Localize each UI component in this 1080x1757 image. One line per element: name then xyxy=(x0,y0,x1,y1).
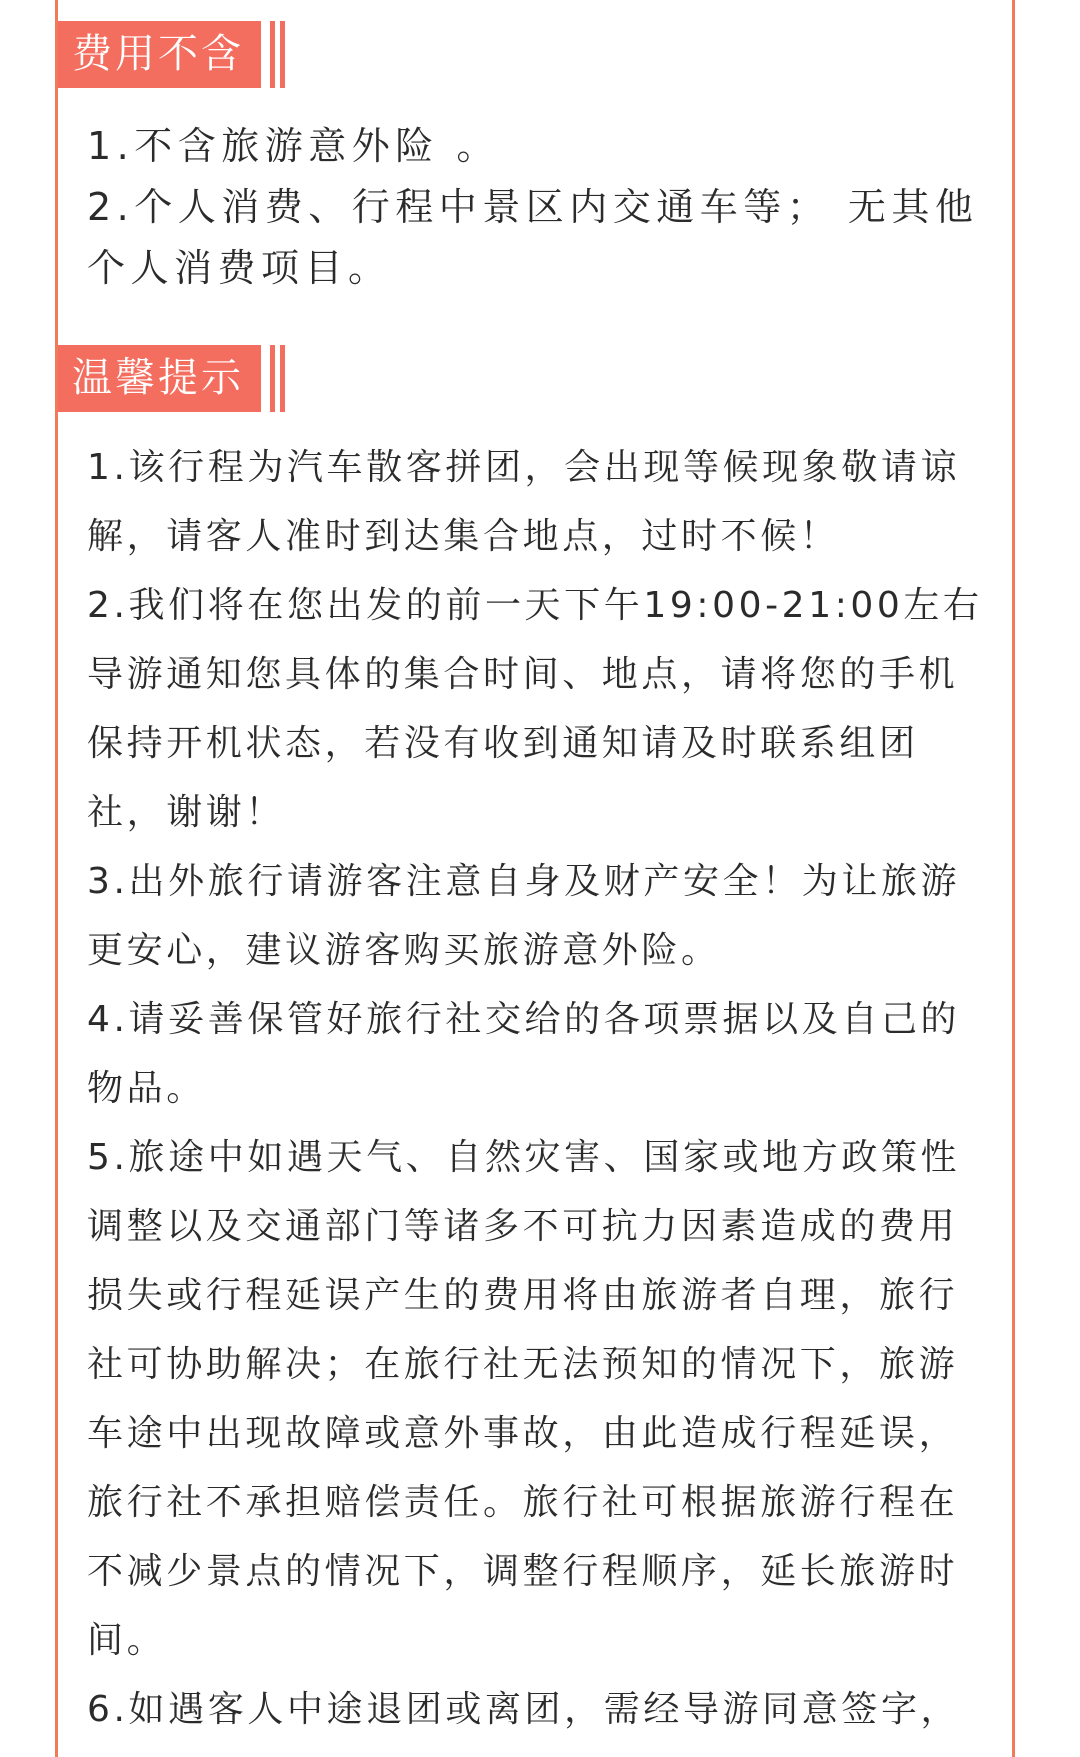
section-title: 费用不含 xyxy=(58,21,261,88)
decorative-bar xyxy=(280,21,285,88)
list-item: 2.我们将在您出发的前一天下午19:00-21:00左右导游通知您具体的集合时间、地点，请将您的手机保持开机状态，若没有收到通知请及时联系组团社，谢谢！ xyxy=(87,585,983,833)
section-heading-fees-excluded xyxy=(58,21,285,88)
list-item: 4.请妥善保管好旅行社交给的各项票据以及自己的物品。 xyxy=(87,999,961,1109)
tips-list xyxy=(87,433,992,1744)
list-item: 1.不含旅游意外险 。 xyxy=(87,124,500,168)
list-item: 5.旅途中如遇天气、自然灾害、国家或地方政策性调整以及交通部门等诸多不可抗力因素造成的费用损失或行程延误产生的费用将由旅游者自理，旅行社可协助解决；在旅行社无法预知的情况下，旅游车途中出现故障或意外事故，由此造成行程延误，旅行社不承担赔偿责任。旅行社可根据旅游行程在不减少景点的情况下，调整行程顺序，延长旅游时间。 xyxy=(87,1137,961,1661)
list-item: 6.如遇客人中途退团或离团，需经导游同意签字， xyxy=(87,1689,961,1730)
fees-excluded-list xyxy=(87,116,992,299)
list-item: 1.该行程为汽车散客拼团，会出现等候现象敬请谅解，请客人准时到达集合地点，过时不候！ xyxy=(87,447,961,557)
list-item: 3.出外旅行请游客注意自身及财产安全！为让旅游更安心，建议游客购买旅游意外险。 xyxy=(87,861,961,971)
decorative-bar xyxy=(280,345,285,412)
section-title: 温馨提示 xyxy=(58,345,261,412)
section-heading-tips xyxy=(58,345,285,412)
list-item: 2.个人消费、行程中景区内交通车等； 无其他个人消费项目。 xyxy=(87,185,979,290)
